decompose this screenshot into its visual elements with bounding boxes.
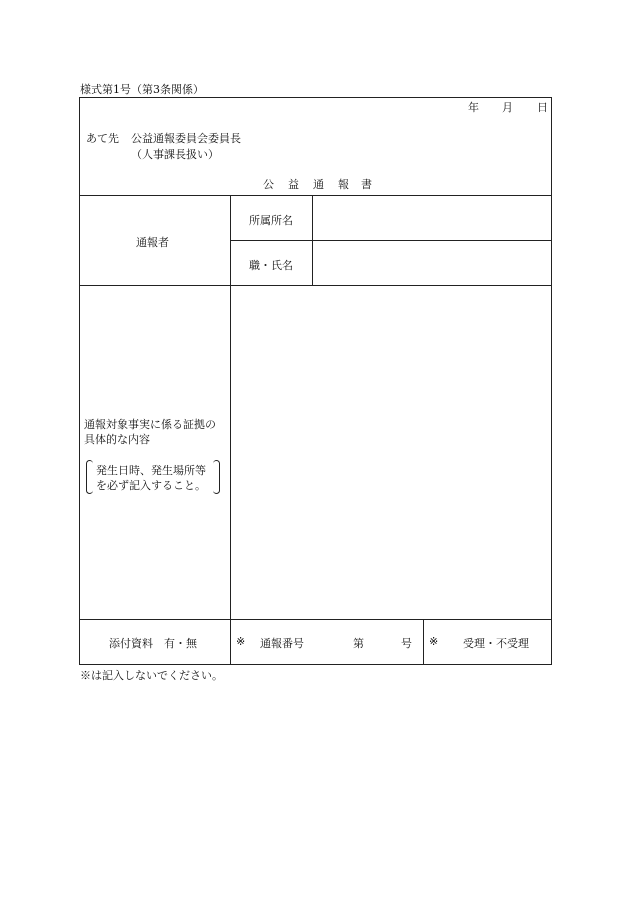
handler-note: （人事課長扱い）	[131, 148, 219, 161]
note-bracket-left	[86, 460, 93, 494]
col-divider-reporter-value	[312, 195, 313, 285]
report-number-label: 通報番号	[260, 637, 304, 650]
title-char-4: 報	[338, 178, 349, 191]
row-divider-header	[79, 195, 552, 196]
title-char-1: 公	[263, 178, 274, 191]
reporter-label: 通報者	[136, 236, 169, 249]
col-divider-label	[230, 195, 231, 664]
frame-left	[79, 97, 80, 664]
report-number-go: 号	[401, 637, 412, 650]
addressee-label: あて先	[86, 132, 119, 145]
name-field[interactable]	[318, 251, 546, 279]
date-day-label: 日	[537, 101, 548, 114]
content-label-line2: 具体的な内容	[84, 433, 150, 446]
content-note-line2: を必ず記入すること。	[96, 479, 206, 492]
date-year-label: 年	[468, 101, 479, 114]
report-number-dai: 第	[353, 637, 364, 650]
frame-top	[79, 97, 552, 98]
content-note-line1: 発生日時、発生場所等	[96, 464, 206, 477]
content-label-line1: 通報対象事実に係る証拠の	[84, 418, 216, 431]
name-label: 職・氏名	[249, 259, 293, 272]
frame-bottom	[79, 664, 552, 665]
acceptance-status: 受理・不受理	[463, 637, 529, 650]
attachments-label: 添付資料 有・無	[109, 637, 197, 650]
footnote: ※は記入しないでください。	[80, 669, 223, 682]
form-number: 様式第1号（第3条関係）	[80, 83, 204, 96]
affiliation-label: 所属所名	[249, 214, 293, 227]
office-use-mark-2: ※	[429, 635, 439, 648]
row-divider-content	[79, 285, 552, 286]
col-divider-footer	[423, 619, 424, 664]
title-char-3: 通	[313, 178, 324, 191]
title-char-5: 書	[361, 178, 372, 191]
addressee: 公益通報委員会委員長	[131, 132, 241, 145]
note-bracket-right	[213, 460, 220, 494]
frame-right	[551, 97, 552, 664]
row-divider-reporter	[230, 240, 552, 241]
date-month-label: 月	[502, 101, 513, 114]
title-char-2: 益	[288, 178, 299, 191]
content-field[interactable]	[237, 292, 545, 612]
affiliation-field[interactable]	[318, 206, 546, 234]
office-use-mark-1: ※	[236, 635, 246, 648]
row-divider-footer	[79, 619, 552, 620]
